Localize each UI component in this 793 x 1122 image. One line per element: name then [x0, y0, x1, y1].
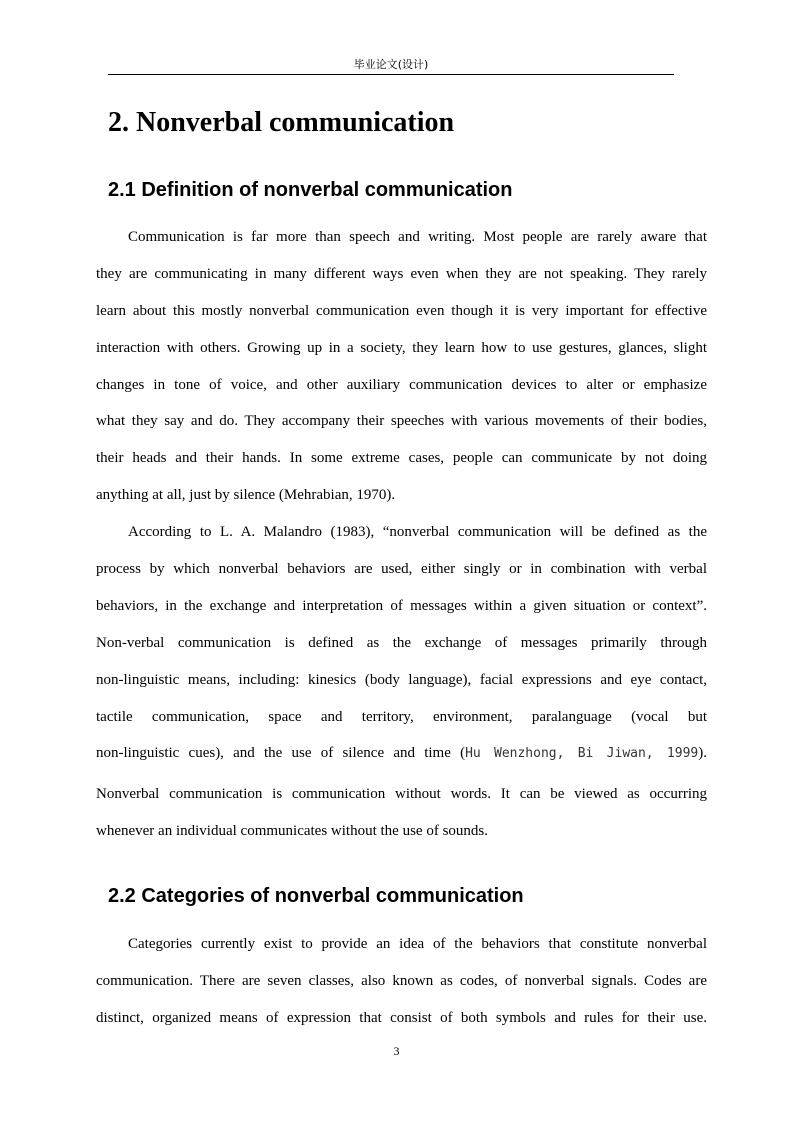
paragraph-line: communication. There are seven classes, also known as codes, of nonverbal signals. Codes are — [96, 972, 707, 989]
running-header: 毕业论文(设计) — [108, 55, 674, 75]
section-body-definition — [96, 223, 707, 854]
paragraph-line: Categories currently exist to provide an idea of the behaviors that constitute nonverbal — [128, 936, 707, 952]
chapter-title: 2. Nonverbal communication — [108, 107, 455, 138]
citation-line — [96, 739, 707, 780]
section-heading-categories: 2.2 Categories of nonverbal communication — [108, 885, 524, 907]
paragraph-line: interaction with others. Growing up in a society, they learn how to use gestures, glances, slight — [96, 339, 707, 356]
paragraph-line: anything at all, just by silence (Mehrabian, 1970). — [96, 487, 396, 504]
paragraph-line: whenever an individual communicates without the use of sounds. — [96, 823, 488, 840]
paragraph-line: learn about this mostly nonverbal communication even though it is very important for effective — [96, 302, 707, 319]
paragraph-line: behaviors, in the exchange and interpretation of messages within a given situation or context”. — [96, 597, 707, 614]
page-number: 3 — [393, 1044, 400, 1058]
paragraph-line: process by which nonverbal behaviors are used, either singly or in combination with verbal — [96, 561, 707, 578]
paragraph-line: their heads and their hands. In some extreme cases, people can communicate by not doing — [96, 450, 707, 467]
paragraph-line: they are communicating in many different ways even when they are not speaking. They rarely — [96, 265, 707, 282]
paragraph-line: Communication is far more than speech and writing. Most people are rarely aware that — [128, 229, 707, 245]
paragraph-line: what they say and do. They accompany their speeches with various movements of their bodies, — [96, 413, 707, 430]
citation-authors: Hu Wenzhong, Bi Jiwan, 1999 — [465, 746, 699, 762]
paragraph-line: distinct, organized means of expression that consist of both symbols and rules for their use. — [96, 1009, 707, 1026]
paragraph-line: According to L. A. Malandro (1983), “nonverbal communication will be defined as the — [128, 524, 707, 541]
paragraph-line: tactile communication, space and territory, environment, paralanguage (vocal but — [96, 708, 707, 725]
paragraph-line: Non-verbal communication is defined as the exchange of messages primarily through — [96, 634, 707, 651]
paragraph-line: non-linguistic means, including: kinesics (body language), facial expressions and eye contact, — [96, 671, 707, 688]
citation-text-before: non-linguistic cues), and the use of silence and time ( — [96, 745, 466, 762]
citation-text-after: ). — [698, 745, 707, 762]
paragraph-line: changes in tone of voice, and other auxiliary communication devices to alter or emphasize — [96, 376, 707, 393]
paragraph-line: Nonverbal communication is communication without words. It can be viewed as occurring — [96, 786, 707, 803]
section-heading-definition: 2.1 Definition of nonverbal communication — [108, 179, 513, 201]
section-body-categories — [96, 930, 707, 1041]
